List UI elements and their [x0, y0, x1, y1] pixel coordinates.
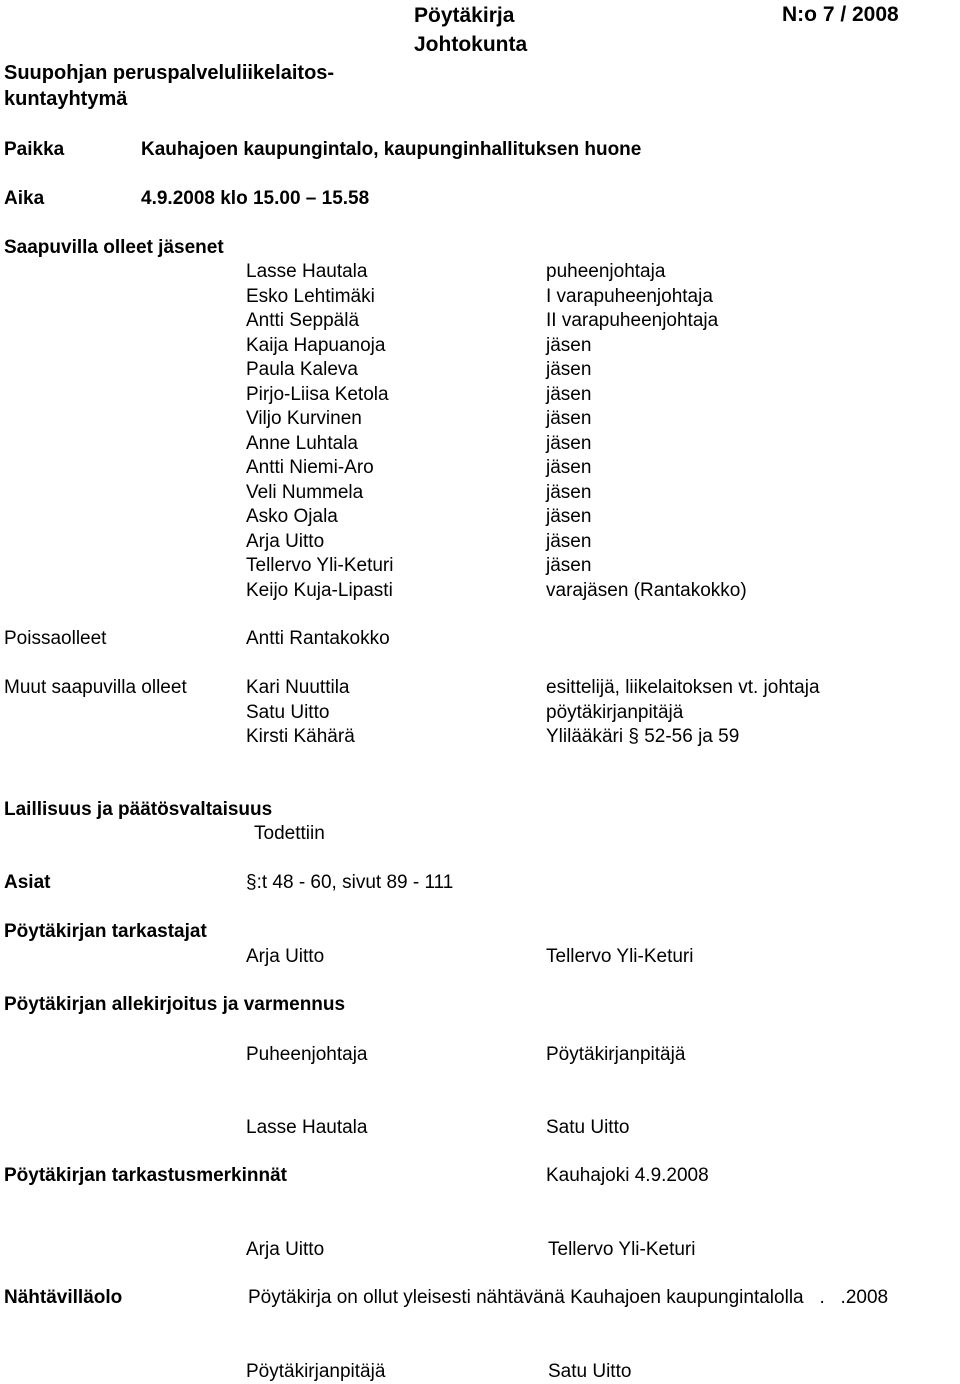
person-role: jäsen — [546, 457, 592, 478]
person-role: jäsen — [546, 555, 592, 576]
others-label: Muut saapuvilla olleet — [4, 677, 187, 698]
person-role: jäsen — [546, 432, 592, 454]
person-name: Paula Kaleva — [246, 359, 358, 380]
person-name: Satu Uitto — [246, 701, 330, 723]
display-label: Nähtävilläolo — [4, 1287, 123, 1308]
person-name: Antti Seppälä — [246, 310, 360, 331]
person-name: Asko Ojala — [246, 506, 338, 527]
display-signer-name: Satu Uitto — [548, 1361, 632, 1382]
legality-value: Todettiin — [254, 823, 325, 844]
person-role: jäsen — [546, 383, 592, 405]
matters-label: Asiat — [4, 872, 51, 893]
display-text: Pöytäkirja on ollut yleisesti nähtävänä Kauhajoen kaupungintalolla . .2008 — [248, 1287, 889, 1308]
person-role: jäsen — [546, 530, 592, 552]
person-name: Veli Nummela — [246, 481, 364, 503]
doc-type: Pöytäkirja — [414, 4, 515, 27]
chair-name: Lasse Hautala — [246, 1117, 368, 1138]
time-label: Aika — [4, 188, 45, 209]
person-role: I varapuheenjohtaja — [546, 285, 713, 307]
body-name: Johtokunta — [414, 33, 528, 56]
absent-name: Antti Rantakokko — [246, 628, 390, 649]
legality-label: Laillisuus ja päätösvaltaisuus — [4, 799, 273, 820]
time-value: 4.9.2008 klo 15.00 – 15.58 — [141, 188, 370, 209]
person-name: Antti Niemi-Aro — [246, 457, 374, 478]
person-name: Anne Luhtala — [246, 432, 358, 454]
display-signer-title: Pöytäkirjanpitäjä — [246, 1361, 386, 1382]
secretary-title: Pöytäkirjanpitäjä — [546, 1044, 686, 1065]
person-name: Arja Uitto — [246, 530, 325, 552]
person-name: Kaija Hapuanoja — [246, 334, 386, 356]
signatures-label: Pöytäkirjan allekirjoitus ja varmennus — [4, 994, 346, 1015]
place-label: Paikka — [4, 139, 65, 160]
person-role: jäsen — [546, 408, 592, 429]
person-role: varajäsen (Rantakokko) — [546, 579, 747, 601]
place-value: Kauhajoen kaupungintalo, kaupunginhallituksen huone — [141, 139, 642, 160]
chair-title: Puheenjohtaja — [246, 1044, 368, 1065]
person-name: Kari Nuuttila — [246, 677, 350, 698]
doc-number: N:o 7 / 2008 — [782, 3, 899, 26]
person-name: Kirsti Kähärä — [246, 726, 355, 747]
organization-name: Suupohjan peruspalveluliikelaitos-kuntayhtymä — [4, 62, 335, 110]
person-name: Pirjo-Liisa Ketola — [246, 383, 389, 405]
person-role: jäsen — [546, 481, 592, 503]
inspection-first: Arja Uitto — [246, 1239, 325, 1260]
inspection-place-date: Kauhajoki 4.9.2008 — [546, 1165, 709, 1186]
person-name: Lasse Hautala — [246, 261, 368, 282]
person-role: jäsen — [546, 334, 592, 356]
person-name: Viljo Kurvinen — [246, 408, 362, 429]
matters-value: §:t 48 - 60, sivut 89 - 111 — [246, 872, 454, 893]
person-name: Tellervo Yli-Keturi — [246, 555, 394, 576]
checker-first: Arja Uitto — [246, 946, 325, 967]
person-role: pöytäkirjanpitäjä — [546, 701, 684, 723]
person-role: jäsen — [546, 359, 592, 380]
secretary-name: Satu Uitto — [546, 1117, 630, 1138]
person-role: II varapuheenjohtaja — [546, 310, 719, 331]
person-role: esittelijä, liikelaitoksen vt. johtaja — [546, 677, 820, 698]
checkers-label: Pöytäkirjan tarkastajat — [4, 921, 207, 942]
person-name: Esko Lehtimäki — [246, 285, 375, 307]
absent-label: Poissaolleet — [4, 628, 107, 649]
inspection-second: Tellervo Yli-Keturi — [548, 1239, 696, 1260]
checker-second: Tellervo Yli-Keturi — [546, 946, 694, 967]
person-role: puheenjohtaja — [546, 261, 666, 282]
person-role: jäsen — [546, 506, 592, 527]
person-role: Ylilääkäri § 52-56 ja 59 — [546, 726, 740, 747]
inspection-label: Pöytäkirjan tarkastusmerkinnät — [4, 1165, 288, 1186]
attendees-label: Saapuvilla olleet jäsenet — [4, 237, 224, 258]
person-name: Keijo Kuja-Lipasti — [246, 579, 393, 601]
